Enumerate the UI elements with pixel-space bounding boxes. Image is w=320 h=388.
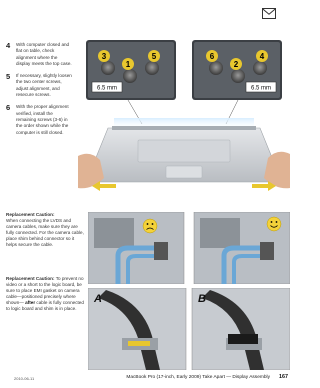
screw-badge-label: 3 (101, 52, 107, 61)
screw-badge-label: 2 (233, 60, 239, 69)
step-number: 5 (6, 72, 11, 82)
screw-badge-label: 5 (151, 52, 157, 61)
display-hinge (112, 126, 256, 130)
step-list (6, 42, 72, 142)
replacement-caution-cables (6, 212, 84, 249)
screw-right-1 (209, 61, 223, 75)
screw-right-2 (231, 69, 245, 83)
screw-badge-label: 6 (209, 52, 215, 61)
caution-text-after: cable is fully connected to logic board and shim is in place. (6, 300, 84, 312)
caution-text: When connecting the LVDS and camera cables, make sure they are fully connected. For the camera cable, place shim behind connector so it helps secure the cable. (6, 218, 84, 248)
page-number: 167 (279, 374, 288, 380)
caution-title: Replacement Caution: (6, 276, 55, 281)
smiley-icon (267, 217, 281, 231)
screw-right-3 (253, 61, 267, 75)
screw-left-3 (145, 61, 159, 75)
screw-left-1 (101, 61, 115, 75)
screw-badge-label: 1 (125, 60, 131, 69)
caution-text-before: To prevent no video or a short to the logic board, be sure to place EMI gasket on camera cable—positioned precisely where shown— (6, 276, 84, 306)
caution-emphasis: after (25, 300, 36, 306)
emi-gasket-photos (88, 288, 290, 370)
step-5 (6, 73, 72, 98)
step-text: If necessary, slightly loosen the two center screws, adjust alignment, and resecure screws. (16, 73, 72, 98)
envelope-icon[interactable] (262, 8, 276, 19)
step-4 (6, 42, 72, 67)
footer-title: MacBook Pro (17-inch, Early 2009) Take Apart — Display Assembly (126, 375, 270, 380)
frowning-face-icon (143, 219, 157, 233)
panel-label: A (94, 293, 102, 305)
measurement-label: 6.5 mm (96, 85, 118, 92)
screw-left-2 (123, 69, 137, 83)
cable-connection-photos (88, 212, 290, 284)
display-alignment-photo (78, 38, 290, 198)
step-6 (6, 104, 72, 135)
caution-title: Replacement Caution: (6, 212, 55, 217)
step-number: 4 (6, 41, 11, 50)
step-text: With computer closed and flat on table, check alignment where the display meets the top case. (16, 42, 72, 66)
screw-badge-label: 4 (259, 52, 265, 61)
panel-label: B (198, 293, 206, 305)
trackpad (166, 166, 202, 178)
footer-date: 2010-06-11 (14, 376, 35, 381)
step-number: 6 (6, 103, 11, 113)
keyboard-area (138, 140, 230, 162)
replacement-caution-emi-gasket (6, 276, 84, 313)
step-text: With the proper alignment verified, install the remaining screws (3-6) in the order shown while the computer is still closed. (16, 104, 69, 135)
measurement-label: 6.5 mm (250, 85, 272, 92)
